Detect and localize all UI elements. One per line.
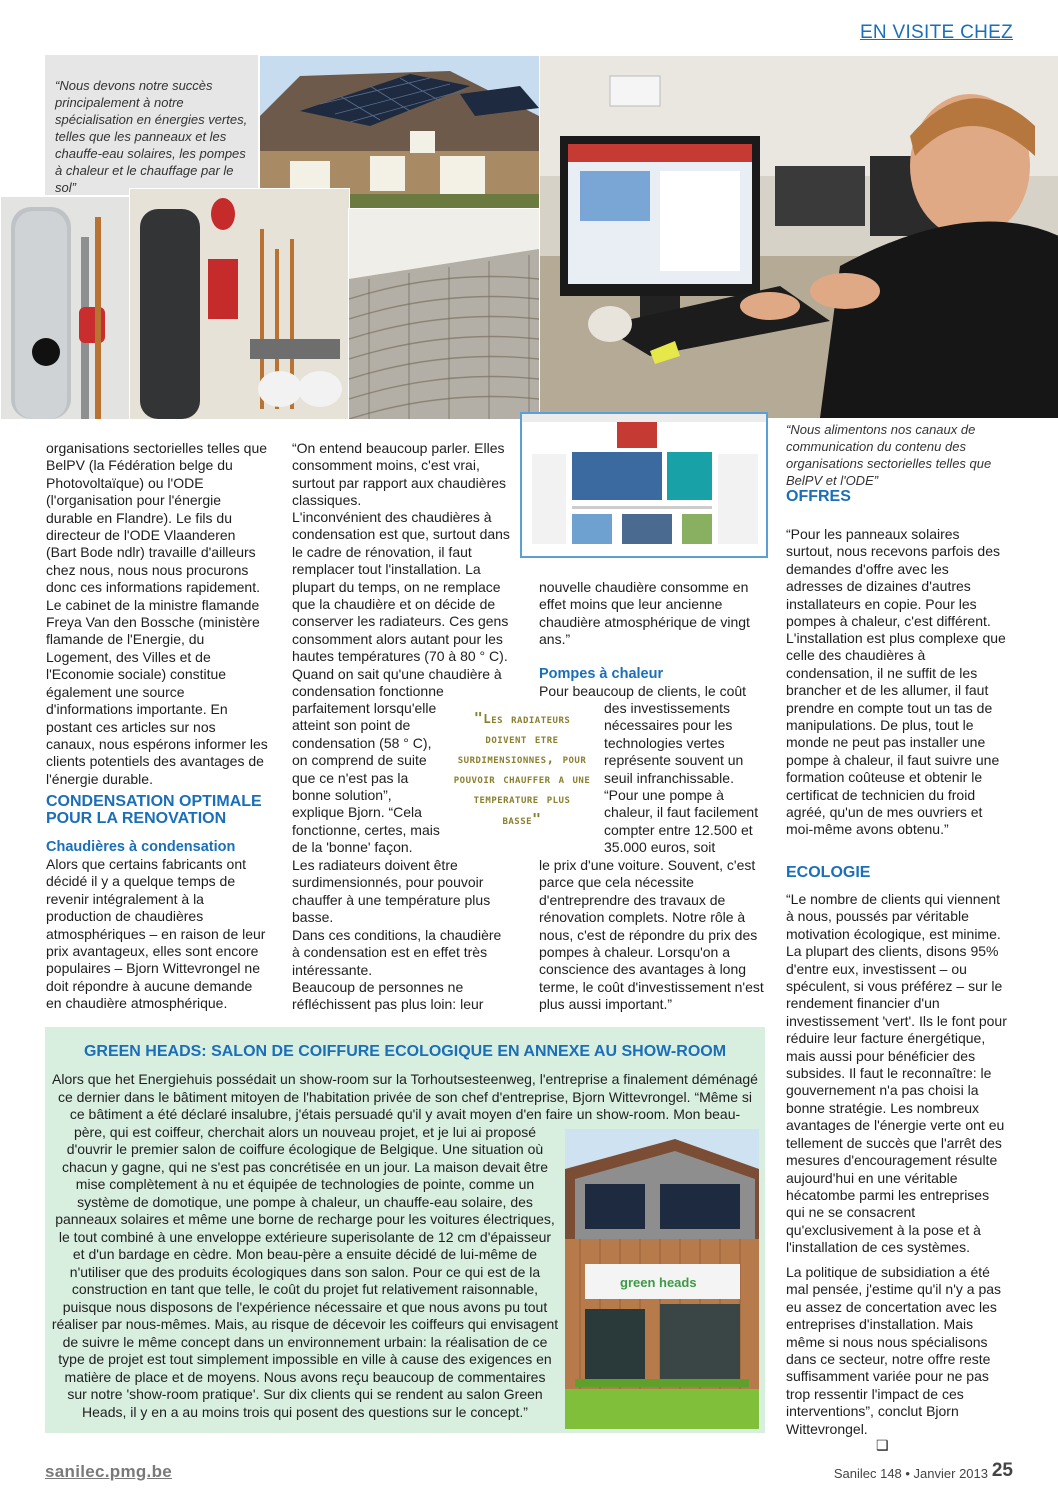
col4-heading-ecologie: ECOLOGIE bbox=[786, 864, 871, 881]
col4-p3: “Le nombre de clients qui viennent à nous, poussés par véritable motivation écologique, est minime. La plupart des clients, disons 95% d'entre eux, investissent – ou spéculent, si vous préférez – sur le rendement financier d'un investissement 'vert'. Ils le font pour réduire leur facture énergétique, mais aussi pour bénéficier des subsides. Il faut le reconnaître: le gouvernement n'a pas choisi la bonne stratégie. Les nombreux avantages de l'énergie verte ont eu tellement de succès que l'arrêt des mesures d'encouragement résulte aujourd'hui en une véritable hécatombe parmi les entreprises qui ne se consacrent qu'exclusivement à la pose et à l'installation de ces systèmes. bbox=[786, 891, 1007, 1256]
green-line: sur notre 'show-room pratique'. Sur dix clients qui se rendent au salon Green bbox=[67, 1386, 543, 1402]
col3-p3a: “Pour une pompe à chaleur, il faut facilement compter entre 12.500 et 35.000 euros, soit bbox=[604, 787, 759, 856]
green-line: d'ouvrir le premier salon de coiffure écologique de Belgique. Une situation où bbox=[66, 1141, 544, 1157]
green-line: construction en tant que telle, le coût du projet fut relativement raisonnable, bbox=[71, 1281, 539, 1297]
green-line: père, qui est coiffeur, cherchait alors un nouveau projet, et je lui ai proposé bbox=[73, 1123, 537, 1140]
col1-intro: organisations sectorielles telles que BelPV (la Fédération belge du Photovoltaïque) ou l'ODE (l'organisation pour l'énergie durable en Flandre). Le fils du directeur de l'ODE Vlaanderen (Bart Bode ndlr) travaille d'ailleurs chez nous, nous nous procurons donc ces informations rapidement. Le cabinet de la ministre flamande Freya Van den Bossche (ministère flamande de l'Energie, du Logement, des Villes et de l'Economie sociale) constitue également une source d'informations importante. En postant ces articles sur nos canaux, nous espérons informer les clients potentiels des avantages de l'énergie durable. bbox=[46, 440, 268, 787]
col2-p6: Beaucoup de personnes ne réfléchissent pas plus loin: leur bbox=[292, 979, 484, 1013]
col4-p4: La politique de subsidiation a été mal pensée, j'estime qu'il n'y a pas eu assez de concertation avec les entreprises d'installation. Mais même si nous nous spécialisons dans ce secteur, notre offre reste suffisamment variée pour ne pas trop ressentir l'impact de ces interventions”, conclut Bjorn Wittevrongel. bbox=[786, 1264, 1002, 1437]
col2-p5: Dans ces conditions, la chaudière à condensation est en effet très intéressante. bbox=[292, 927, 502, 978]
green-line: puisque nous disposons de l'expérience nécessaire et que nous avons pu tout bbox=[62, 1298, 548, 1315]
col3-p3b: le prix d'une voiture. Souvent, c'est parce que cela nécessite d'entreprendre des travaux de rénovation complets. Notre rôle à nous, c'est de répondre du prix des pompes à chaleur. Lorsqu'on a conscience des avantages à long terme, le coût d'investissement n'est plus aussi important.” bbox=[539, 857, 764, 1013]
pull-quote bbox=[452, 708, 592, 830]
pull-quote-open: " bbox=[473, 709, 484, 727]
green-line: réaliser par nous-mêmes. Mais, au risque de décevoir les coiffeurs qui envisagent bbox=[51, 1316, 559, 1332]
green-line: de suivre le même concept dans un environnement urbain: la réalisation de ce bbox=[62, 1333, 548, 1350]
green-line: type de projet est tout simplement impossible en ville à cause des exigences en bbox=[58, 1351, 552, 1367]
green-line: le tout combiné à une enveloppe extérieure superisolante de 12 cm d'épaisseur bbox=[58, 1228, 552, 1245]
green-heads-sign: green heads bbox=[620, 1275, 697, 1290]
photo-floor-heating bbox=[348, 208, 540, 420]
col1-subheading: Chaudières à condensation bbox=[46, 839, 236, 855]
photo-boilers bbox=[0, 196, 130, 420]
col2-p1: “On entend beaucoup parler. Elles consomment moins, c'est vrai, surtout par rapport aux chaudières classiques. bbox=[292, 440, 507, 509]
green-line: ce bâtiment a été déclaré insalubre, j'étais persuadé qu'il y avait moyen d'en faire un show-room. Mon beau- bbox=[69, 1106, 741, 1122]
green-line: matière de place et de moyens. Nous avons reçu beaucoup de commentaires bbox=[64, 1368, 546, 1385]
green-heads-box bbox=[45, 1027, 765, 1433]
col3-p1: nouvelle chaudière consomme en effet moins que leur ancienne chaudière atmosphérique de vingt ans.” bbox=[539, 579, 750, 648]
col1-body: Alors que certains fabricants ont décidé il y a quelque temps de revenir intégralement à la production de chaudières atmosphériques – en raison de leur prix avantageux, elles sont encore populaires – Bjorn Wittevrongel ne doit répondre à aucune demande en chaudière atmosphérique. bbox=[46, 856, 266, 1012]
green-line: panneaux solaires et même une borne de recharge pour les voitures électriques, bbox=[55, 1211, 555, 1227]
green-line: Heads, il y en a au moins trois qui posent des questions sur le concept.” bbox=[82, 1403, 528, 1420]
section-tag: EN VISITE CHEZ bbox=[859, 22, 1013, 43]
col4-p1: “Pour les panneaux solaires surtout, nous recevons parfois des demandes d'offre avec les adresses de dizaines d'autres installateurs en copie. Pour les pompes à chaleur, c'est différent. bbox=[786, 526, 1001, 630]
photo-man-computer bbox=[539, 55, 1058, 419]
col2-p3: parfaitement lorsqu'elle atteint son point de condensation (58 ° C), on comprend de suite que ce n'est pas la bonne solution”, explique Bjorn. “Cela fonctionne, certes, mais de la 'bonne' façon. bbox=[292, 700, 440, 856]
photo-website bbox=[520, 412, 768, 558]
col3-p2b: des investissements nécessaires pour les technologies vertes représente souvent un seuil infranchissable. bbox=[604, 700, 744, 786]
col2-p4: Les radiateurs doivent être surdimensionnés, pour pouvoir chauffer à une température plus basse. bbox=[292, 857, 491, 926]
footer-url[interactable]: sanilec.pmg.be bbox=[45, 1462, 173, 1481]
col3-subheading: Pompes à chaleur bbox=[539, 666, 664, 682]
col3-p2a: Pour beaucoup de clients, le coût bbox=[539, 683, 747, 699]
col2-p2: L'inconvénient des chaudières à condensation est que, surtout dans le cadre de rénovation, il faut remplacer tout l'installation. La plupart du temps, on ne remplace que la chaudière et on décide de conserver les radiateurs. Ces gens consomment alors autant pour les hautes températures (70 à 80 ° C). Quand on sait qu'une chaudière à condensation fonctionne bbox=[292, 509, 510, 700]
pull-quote-close: " bbox=[532, 810, 542, 828]
green-line: et d'un bardage en cèdre. Mon beau-père a ensuite décidé de lui-même de bbox=[72, 1246, 538, 1262]
article-end-mark: ❑ bbox=[876, 1437, 889, 1453]
photo-heatpump-room bbox=[129, 188, 350, 420]
photo-house-solar bbox=[259, 55, 540, 210]
col4-heading-offres: OFFRES bbox=[786, 488, 851, 505]
green-line: Alors que het Energiehuis possédait un show-room sur la Torhoutsesteenweg, l'entreprise a finalement déménagé bbox=[52, 1071, 758, 1087]
green-line: n'utiliser que des produits écologiques dans son salon. Pour ce qui est de la bbox=[69, 1263, 541, 1280]
green-line: ce dernier dans le bâtiment mitoyen de l'habitation privée de son chef d'entreprise, Bjorn Wittevrongel. “Même si bbox=[57, 1088, 753, 1105]
footer-issue: Sanilec 148 • Janvier 2013 bbox=[833, 1466, 988, 1481]
col1-heading: CONDENSATION OPTIMALE POUR LA RENOVATION bbox=[46, 793, 262, 827]
green-line: mise complètement à nu et équipée de technologies de pointe, comme un bbox=[75, 1176, 535, 1192]
photo-caption-top: “Nous devons notre succès principalement à notre spécialisation en énergies vertes, telles que les panneaux et les chauffe-eau solaires, les pompes à chaleur et le chauffage par le sol” bbox=[55, 78, 248, 195]
green-line: système de domotique, une pompe à chaleur, un chauffe-eau solaire, des bbox=[77, 1193, 533, 1210]
green-heads-title: GREEN HEADS: SALON DE COIFFURE ECOLOGIQUE EN ANNEXE AU SHOW-ROOM bbox=[83, 1043, 727, 1060]
col4-p2: L'installation est plus complexe que celle des chaudières à condensation, il ne suffit de les brancher et de les allumer, il faut prendre en compte tout un tas de manipulations. De plus, tout le monde ne peut pas installer une pompe à chaleur, il faut suivre une formation coûteuse et obtenir le certificat de technicien du froid agréé, qu'un de mes ouvriers et moi-même avons obtenu.” bbox=[786, 630, 1006, 838]
pull-quote-text: Les radiateurs doivent etre surdimensionnes, pour pouvoir chauffer a une temperature plus basse bbox=[453, 711, 591, 827]
green-line: chacun y gagne, qui ne s'est pas concrétisée en un jour. La maison devait être bbox=[62, 1158, 548, 1175]
photo-caption-right: “Nous alimentons nos canaux de communication du contenu des organisations sectorielles telles que BelPV et l'ODE” bbox=[786, 422, 992, 488]
page-number: 25 bbox=[991, 1460, 1013, 1481]
green-heads-text bbox=[45, 1071, 765, 1421]
